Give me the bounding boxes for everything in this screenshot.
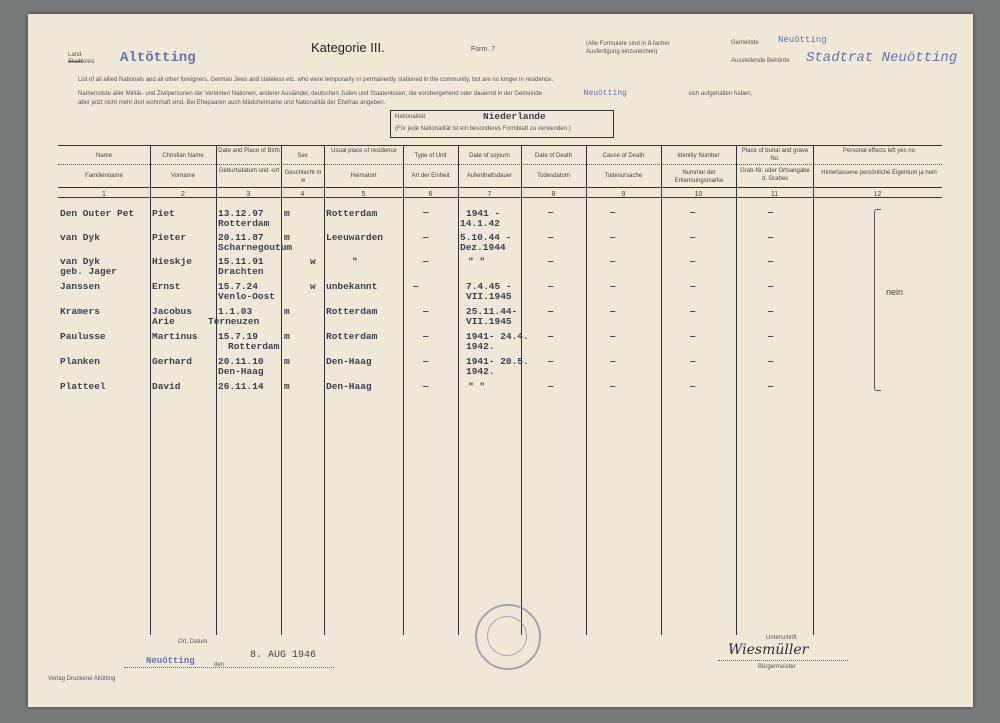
col-11-de: Grab-Nr. oder Ortsangabe d. Grabes (740, 168, 810, 182)
col-12-en: Personal effects left yes no (843, 148, 915, 154)
row-1-name: van Dyk (60, 232, 100, 243)
row-7-sojourn: " " (468, 381, 486, 392)
col-1-de: Familienname (85, 173, 123, 179)
signature-line (718, 660, 848, 661)
col-4-en: Sex (297, 153, 308, 159)
row-3-unit: — (413, 282, 419, 292)
row-2-ident: — (690, 257, 696, 267)
signature-label: Unterschrift (766, 635, 797, 641)
col-7-de: Aufenthaltsdauer (466, 173, 513, 179)
row-6-cause: — (610, 357, 616, 367)
row-1-ident: — (690, 233, 696, 243)
row-4-sojourn-to: VII.1945 (466, 316, 512, 327)
col-6-de: Art der Einheit (411, 173, 450, 179)
col-9-en: Cause of Death (602, 153, 645, 159)
row-6-first: Gerhard (152, 356, 192, 367)
row-1-first: Pieter (152, 232, 187, 243)
row-4-cause: — (610, 307, 616, 317)
col-5-de: Heimatort (350, 173, 377, 179)
col-3-de: Geburtsdatum und -ort (218, 168, 280, 174)
row-2-birth-date: 15.11.91 (218, 256, 264, 267)
col-7-en: Date of sojourn (469, 153, 510, 159)
row-7-death: — (548, 382, 554, 392)
row-3-cause: — (610, 282, 616, 292)
col-4-num: 4 (300, 191, 305, 198)
row-7-burial: — (768, 382, 774, 392)
row-0-sojourn-from: 1941 - (466, 208, 501, 219)
row-1-birth-date: 20.11.87 (218, 232, 264, 243)
row-3-death: — (548, 282, 554, 292)
nationality-value: Niederlande (483, 111, 546, 122)
row-6-birth-date: 20.11.10 (218, 356, 264, 367)
row-7-name: Platteel (60, 381, 106, 392)
document-sheet (28, 14, 973, 707)
row-5-ident: — (690, 332, 696, 342)
row-0-sex: m (284, 208, 290, 219)
column-divider (324, 145, 325, 635)
col-10-num: 10 (694, 191, 703, 198)
gemeinde-value: Neuötting (778, 35, 827, 45)
row-6-sex: m (284, 356, 290, 367)
row-6-unit: — (423, 357, 429, 367)
row-6-residence: Den-Haag (326, 356, 372, 367)
row-4-first: Jacobus (152, 306, 192, 317)
col-11-en: Place of burial and grave No. (741, 148, 809, 162)
effects-bracket (874, 209, 881, 391)
row-4-burial: — (768, 307, 774, 317)
row-1-sojourn-to: Dez.1944 (460, 242, 506, 253)
row-2-burial: — (768, 257, 774, 267)
row-2-name: van Dyk (60, 256, 100, 267)
row-4-unit: — (423, 307, 429, 317)
row-7-sex: m (284, 381, 290, 392)
date-value: 8. AUG 1946 (250, 650, 317, 661)
col-7-num: 7 (487, 191, 492, 198)
col-1-en: Name (95, 153, 112, 159)
printer-note: Verlag Druckerei Altötting (48, 676, 116, 682)
row-7-ident: — (690, 382, 696, 392)
column-divider (403, 145, 404, 635)
row-6-sojourn-to: 1942. (466, 366, 495, 377)
row-4-birth-place: Terneuzen (208, 316, 260, 327)
column-divider (150, 145, 151, 635)
row-7-residence: Den-Haag (326, 381, 372, 392)
row-4-residence: Rotterdam (326, 306, 378, 317)
row-1-sex: m (284, 232, 290, 243)
nationality-box: Nationalität: Niederlande (Für jede Nationalität ist ein besonderes Formblatt zu verwenden.) (390, 110, 614, 138)
row-4-ident: — (690, 307, 696, 317)
row-2-cause: — (610, 257, 616, 267)
row-3-sex: w (310, 281, 316, 292)
col-2-num: 2 (181, 191, 185, 198)
row-3-ident: — (690, 282, 696, 292)
col-8-en: Date of Death (534, 153, 573, 159)
row-4-death: — (548, 307, 554, 317)
den-label: den (214, 662, 225, 668)
row-3-birth-date: 15.7.24 (218, 281, 258, 292)
row-5-burial: — (768, 332, 774, 342)
behoerde-label: Ausstellende Behörde (731, 58, 790, 64)
row-4-first-2: Arie (152, 316, 175, 327)
row-0-cause: — (610, 208, 616, 218)
category-title: Kategorie III. (311, 40, 385, 55)
col-9-de: Todesursache (604, 173, 643, 179)
row-7-cause: — (610, 382, 616, 392)
row-0-birth-date: 13.12.97 (218, 208, 264, 219)
column-divider (281, 145, 282, 635)
row-2-birth-place: Drachten (218, 266, 264, 277)
ort-value: Neuötting (146, 656, 195, 666)
row-1-cause: — (610, 233, 616, 243)
col-5-num: 5 (361, 191, 366, 198)
col-3-num: 3 (246, 191, 251, 198)
col-9-num: 9 (621, 191, 626, 198)
row-3-sojourn-from: 7.4.45 - (466, 281, 512, 292)
row-6-ident: — (690, 357, 696, 367)
row-1-birth-place: Scharnegoutum (218, 242, 293, 253)
row-3-birth-place: Venlo-Oost (218, 291, 276, 302)
col-12-de: Hinterlassene persönliche Eigentum ja nein (821, 170, 937, 176)
row-5-cause: — (610, 332, 616, 342)
row-2-first: Hieskje (152, 256, 192, 267)
column-divider (521, 145, 522, 635)
row-2-residence: " (352, 256, 358, 267)
table-mid-rule (58, 164, 942, 165)
row-5-birth-place: Rotterdam (228, 341, 280, 352)
col-8-num: 8 (551, 191, 556, 198)
row-0-sojourn-to: 14.1.42 (460, 218, 500, 229)
col-10-de: Nummer der Erkennungsmarke (674, 170, 724, 184)
behoerde-value: Stadtrat Neuötting (806, 50, 958, 66)
row-4-name: Kramers (60, 306, 100, 317)
col-11-num: 11 (770, 191, 779, 198)
col-2-de: Vorname (170, 173, 195, 179)
intro-line-2: Namensliste aller Militär- und Zivilpersonen der Vereinten Nationen, anderer Ausländer, deutschen Juden und Staatenlosen, die vorübergehend oder dauernd in der Gemeinde Neuötting sich aufgehalten haben, (78, 89, 753, 98)
land-stadt-label: Land- Stadtkreis (68, 52, 95, 65)
official-seal (475, 604, 541, 670)
row-2-maiden-name: geb. Jager (60, 266, 118, 277)
row-6-name: Planken (60, 356, 100, 367)
table-top-rule (58, 145, 942, 146)
row-2-sex: w (310, 256, 316, 267)
row-6-death: — (548, 357, 554, 367)
col-1-num: 1 (102, 191, 106, 198)
col-3-en: Date and Place of Birth (218, 148, 280, 154)
effects-note: nein (886, 287, 904, 297)
row-4-sojourn-from: 25.11.44- (466, 306, 518, 317)
row-0-burial: — (768, 208, 774, 218)
row-3-burial: — (768, 282, 774, 292)
row-5-death: — (548, 332, 554, 342)
kreis-value: Altötting (120, 50, 196, 66)
row-1-burial: — (768, 233, 774, 243)
row-3-first: Ernst (152, 281, 181, 292)
table-header-rule (58, 187, 942, 188)
column-divider (458, 145, 459, 635)
intro-line-1: List of all allied Nationals and all other foreigners, German Jews and stateless etc. who were temporarily or permanently stationed in the community, but are no longer in residence. (78, 77, 554, 83)
row-1-death: — (548, 233, 554, 243)
column-divider (736, 145, 737, 635)
row-5-residence: Rotterdam (326, 331, 378, 342)
row-1-residence: Leeuwarden (326, 232, 384, 243)
row-3-sojourn-to: VII.1945 (466, 291, 512, 302)
row-1-sojourn-from: 5.10.44 - (460, 232, 512, 243)
col-4-de: Geschlecht m w (284, 170, 322, 184)
row-3-name: Janssen (60, 281, 100, 292)
row-0-residence: Rotterdam (326, 208, 378, 219)
column-divider (661, 145, 662, 635)
form-number: Form. 7 (471, 46, 496, 53)
signature-role: Bürgermeister (758, 664, 796, 670)
column-divider (216, 145, 217, 635)
row-5-name: Paulusse (60, 331, 106, 342)
row-5-first: Martinus (152, 331, 198, 342)
row-2-death: — (548, 257, 554, 267)
row-5-sex: m (284, 331, 290, 342)
row-5-sojourn-from: 1941- 24.4. (466, 331, 529, 342)
row-5-sojourn-to: 1942. (466, 341, 495, 352)
row-0-first: Piet (152, 208, 175, 219)
row-0-birth-place: Rotterdam (218, 218, 270, 229)
row-5-unit: — (423, 332, 429, 342)
column-divider (813, 145, 814, 635)
row-6-burial: — (768, 357, 774, 367)
copies-note: (Alle Formulare sind in 8-facher Ausfertigung einzureichen) (586, 41, 670, 55)
col-5-en: Usual place of residence (331, 148, 397, 154)
gemeinde-label: Gemeinde (731, 40, 759, 46)
row-6-sojourn-from: 1941- 20.5. (466, 356, 529, 367)
col-10-en: Identity Number (677, 153, 720, 159)
row-7-unit: — (423, 382, 429, 392)
column-divider (586, 145, 587, 635)
row-2-unit: — (423, 257, 429, 267)
row-7-first: David (152, 381, 181, 392)
row-5-birth-date: 15.7.19 (218, 331, 258, 342)
ort-datum-label: Ort, Datum (178, 639, 208, 645)
row-2-sojourn: " " (468, 256, 486, 267)
row-0-ident: — (690, 208, 696, 218)
signature: Wiesmüller (728, 642, 809, 658)
row-0-name: Den Outer Pet (60, 208, 135, 219)
row-6-birth-place: Den-Haag (218, 366, 264, 377)
row-0-unit: — (423, 208, 429, 218)
row-0-death: — (548, 208, 554, 218)
row-3-residence: unbekannt (326, 281, 378, 292)
col-12-num: 12 (873, 191, 882, 198)
date-line (124, 667, 334, 668)
row-1-unit: — (423, 233, 429, 243)
col-6-en: Type of Unit (414, 153, 447, 159)
row-4-sex: m (284, 306, 290, 317)
intro-line-3: aber jetzt nicht mehr dort wohnhaft sind. Bei Ehepaaren auch Mädchenname und Nationalität der Ehefrau angeben. (78, 100, 386, 106)
row-7-birth-date: 26.11.14 (218, 381, 264, 392)
row-4-birth-date: 1.1.03 (218, 306, 253, 317)
col-6-num: 6 (428, 191, 433, 198)
col-8-de: Todesdatum (537, 173, 570, 179)
col-2-en: Christian Name (162, 153, 204, 159)
